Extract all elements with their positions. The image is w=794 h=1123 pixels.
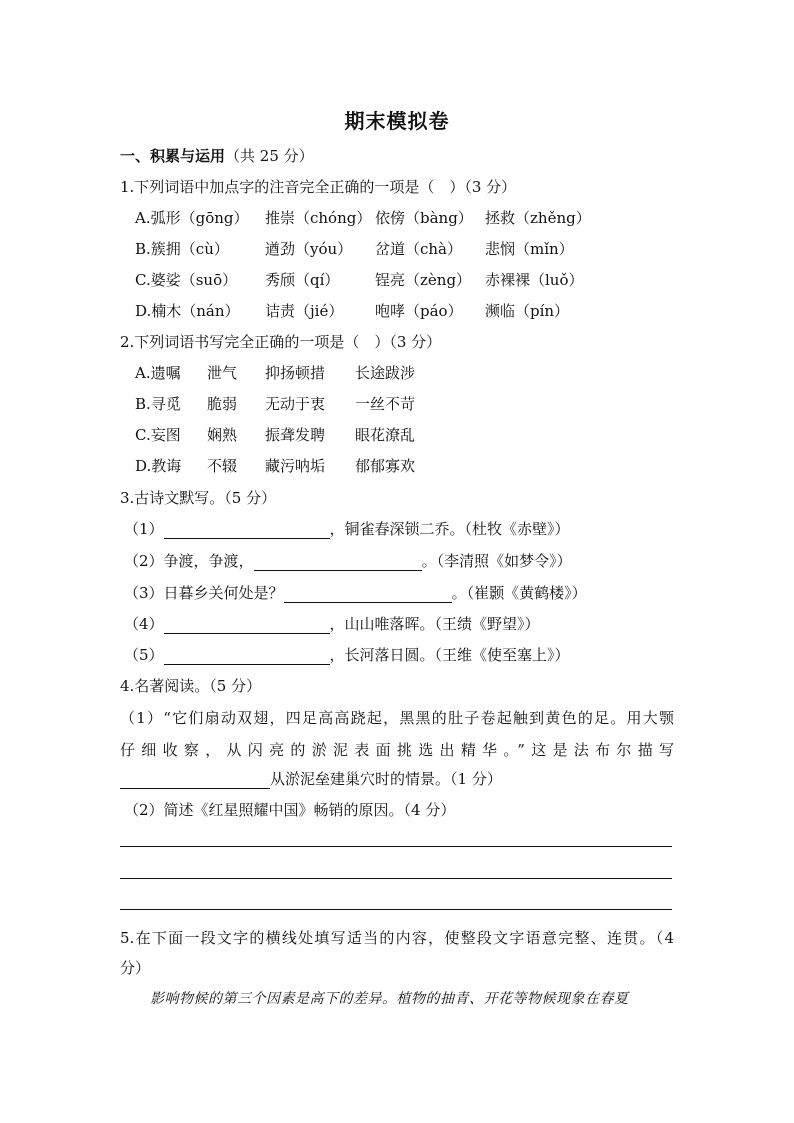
option-word: 推崇（chóng） [265, 209, 372, 227]
option-word: 岔道（chà） [375, 240, 463, 258]
option-word: C.婆娑（suō） [135, 271, 238, 289]
q4-part-2: （2）简述《红星照耀中国》畅销的原因。（4 分） [124, 801, 456, 819]
answer-blank[interactable] [164, 617, 330, 634]
option-word: 濒临（pín） [485, 302, 570, 320]
option-word: 泄气 [207, 364, 238, 382]
q4-passage-line-2: 仔细收察，从闪亮的淤泥表面挑选出精华。”这是法布尔描写 [120, 741, 674, 759]
answer-line[interactable] [120, 846, 672, 847]
option-word: 拯救（zhěng） [485, 209, 591, 227]
option-word: B.簇拥（cù） [135, 240, 229, 258]
option-word: 悲悯（mǐn） [485, 240, 574, 258]
option-word: 娴熟 [207, 426, 238, 444]
q3-item-1 [124, 519, 570, 539]
option-word: B.寻觅 [135, 395, 181, 413]
q2-stem: 2.下列词语书写完全正确的一项是（ ）（3 分） [120, 333, 442, 351]
option-word: 不辍 [207, 457, 238, 475]
section-score: （共 25 分） [225, 147, 314, 165]
q4-passage-line-3 [120, 769, 502, 789]
q3-item-5 [124, 645, 570, 665]
option-word: 一丝不苛 [355, 395, 416, 413]
option-word: 眼花潦乱 [355, 426, 416, 444]
item-text: 。（崔颢《黄鹤楼》） [451, 584, 587, 602]
option-word: 诘责（jié） [265, 302, 344, 320]
q1-option-d [135, 301, 569, 321]
option-word: 依傍（bàng） [375, 209, 473, 227]
q3-stem: 3.古诗文默写。（5 分） [120, 489, 277, 507]
option-word: C.妄图 [135, 426, 181, 444]
option-word: 脆弱 [207, 395, 238, 413]
item-text: 日暮乡关何处是？ [163, 584, 284, 602]
option-word: 秀颀（qí） [265, 271, 340, 289]
answer-line[interactable] [120, 878, 672, 879]
q1-stem: 1.下列词语中加点字的注音完全正确的一项是（ ）（3 分） [120, 178, 517, 196]
item-text: ，山山唯落晖。（王绩《野望》） [329, 615, 540, 633]
answer-blank[interactable] [254, 554, 422, 571]
option-word: 无动于衷 [265, 395, 326, 413]
q4-passage-line-1: （1）“它们扇动双翅，四足高高跷起，黑黑的肚子卷起触到黄色的足。用大颚 [120, 709, 674, 727]
option-word: 赤裸裸（luǒ） [485, 271, 584, 289]
answer-blank[interactable] [164, 648, 330, 665]
q2-option-d [135, 456, 415, 476]
item-text: 。（李清照《如梦令》） [421, 552, 572, 570]
option-word: 藏污呐垢 [265, 457, 326, 475]
item-number: （3） [124, 584, 164, 602]
option-word: 抑扬顿措 [265, 364, 326, 382]
q3-item-4 [124, 614, 540, 634]
option-word: A.弧形（gōng） [135, 209, 249, 227]
answer-blank[interactable] [120, 772, 270, 789]
section-heading [120, 146, 314, 166]
q4-stem: 4.名著阅读。（5 分） [120, 677, 262, 695]
option-word: D.教诲 [135, 457, 182, 475]
option-word: 郁郁寡欢 [355, 457, 416, 475]
item-text: ，长河落日圆。（王维《使至塞上》） [329, 646, 570, 664]
option-word: 遒劲（yóu） [265, 240, 353, 258]
item-number: （1） [124, 520, 164, 538]
q1-option-a [135, 208, 591, 228]
item-number: （5） [124, 646, 164, 664]
item-number: （4） [124, 615, 164, 633]
item-text: ，铜雀春深锁二乔。（杜牧《赤壁》） [329, 520, 570, 538]
item-number: （2） [124, 552, 164, 570]
q2-option-a [135, 363, 415, 383]
q3-item-3 [124, 583, 587, 603]
q1-option-c [135, 270, 584, 290]
option-word: 咆哮（páo） [375, 302, 463, 320]
section-title: 一、积累与运用 [120, 147, 226, 165]
option-word: 锃亮（zèng） [375, 271, 472, 289]
q5-stem-line-2: 分） [120, 959, 151, 977]
option-word: A.遗嘱 [135, 364, 181, 382]
option-word: 振聋发聘 [265, 426, 326, 444]
option-word: D.楠木（nán） [135, 302, 240, 320]
q2-option-c [135, 425, 415, 445]
item-text: 争渡，争渡， [163, 552, 254, 570]
q2-option-b [135, 394, 415, 414]
option-word: 长途跋涉 [355, 364, 416, 382]
answer-blank[interactable] [284, 586, 452, 603]
page-title: 期末模拟卷 [344, 109, 450, 133]
answer-blank[interactable] [164, 522, 330, 539]
q1-option-b [135, 239, 574, 259]
q5-passage: 影响物候的第三个因素是高下的差异。植物的抽青、开花等物候现象在春夏 [150, 991, 629, 1007]
q4-passage-tail: 从淤泥垒建巢穴时的情景。（1 分） [270, 770, 502, 788]
q3-item-2 [124, 551, 572, 571]
answer-line[interactable] [120, 909, 672, 910]
q5-stem-line-1: 5.在下面一段文字的横线处填写适当的内容，使整段文字语意完整、连贯。（4 [120, 929, 674, 947]
